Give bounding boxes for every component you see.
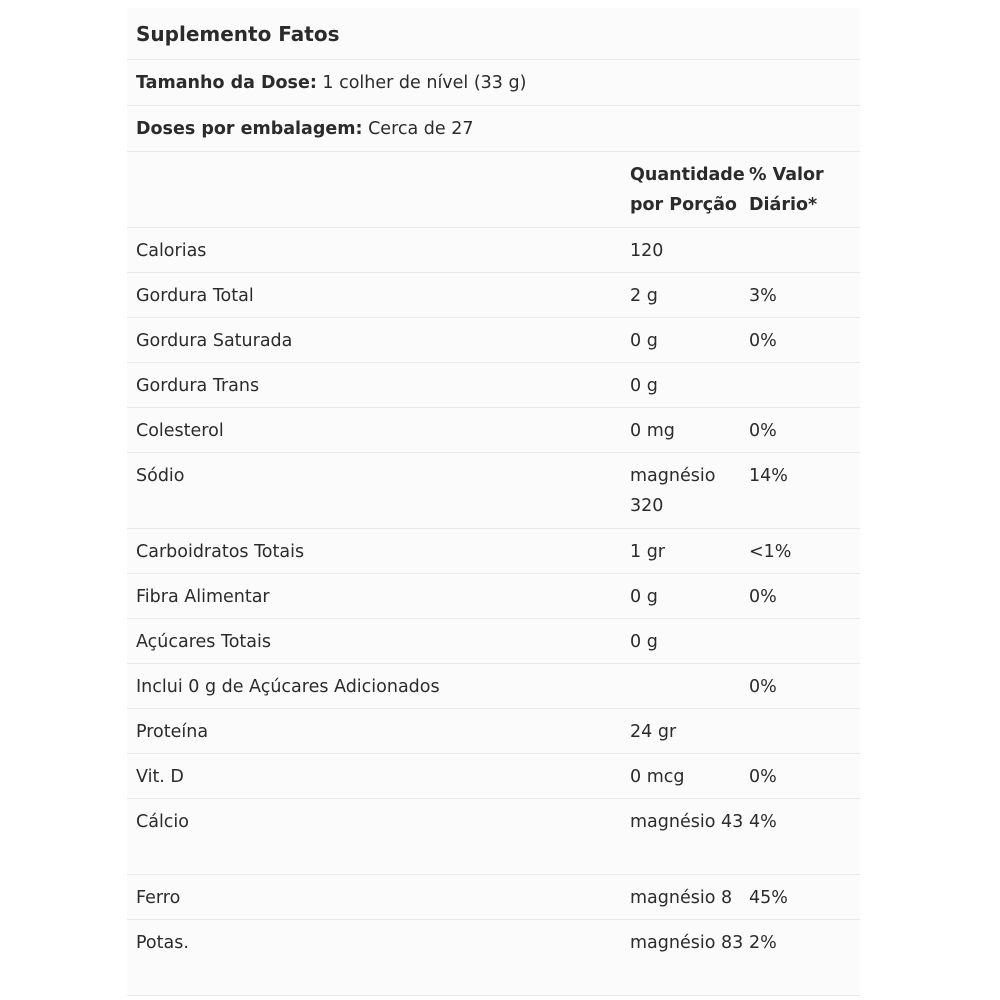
header-amount-cell <box>629 160 749 227</box>
supplement-facts-table <box>127 8 860 996</box>
table-row <box>127 273 860 318</box>
nutrient-name: Fibra Alimentar <box>136 587 270 607</box>
nutrient-name: Gordura Trans <box>136 376 260 396</box>
table-row <box>127 228 860 273</box>
nutrient-name: Gordura Total <box>136 286 254 306</box>
table-row <box>127 799 860 875</box>
nutrient-dv <box>749 627 860 663</box>
table-row <box>127 664 860 709</box>
table-row <box>127 754 860 799</box>
nutrient-amount: 24 gr <box>630 722 677 742</box>
table-title <box>127 8 860 60</box>
nutrient-amount: 0 g <box>630 587 658 607</box>
nutrient-amount: 0 g <box>630 632 658 652</box>
nutrient-dv: 0% <box>749 421 777 441</box>
title-text: Suplemento Fatos <box>136 21 340 46</box>
servings-per-container-value: Cerca de 27 <box>368 119 474 139</box>
nutrient-name: Proteína <box>136 722 209 742</box>
nutrient-amount: 0 g <box>630 331 658 351</box>
nutrient-name: Açúcares Totais <box>136 632 271 652</box>
nutrient-name: Cálcio <box>136 812 189 832</box>
nutrient-dv: 2% <box>749 933 777 953</box>
table-row <box>127 574 860 619</box>
table-row <box>127 453 860 529</box>
servings-per-container-row <box>127 106 860 152</box>
nutrient-name: Ferro <box>136 888 181 908</box>
nutrient-dv: 45% <box>749 888 788 908</box>
nutrient-dv: 0% <box>749 767 777 787</box>
header-dv-cell <box>749 160 860 227</box>
header-name-cell <box>127 160 629 227</box>
nutrient-dv <box>749 371 860 407</box>
nutrient-dv: 0% <box>749 677 777 697</box>
nutrient-dv: 3% <box>749 286 777 306</box>
nutrient-name: Gordura Saturada <box>136 331 293 351</box>
nutrient-dv: <1% <box>749 542 792 562</box>
nutrient-dv <box>749 717 860 753</box>
nutrient-amount: 0 mcg <box>630 767 685 787</box>
nutrient-dv: 0% <box>749 587 777 607</box>
column-header-row <box>127 152 860 228</box>
header-dv-line2: Diário* <box>749 195 818 215</box>
header-amount-line2: por Porção <box>630 195 737 215</box>
header-dv-line1: % Valor <box>749 165 824 185</box>
nutrient-name: Inclui 0 g de Açúcares Adicionados <box>136 677 440 697</box>
nutrient-dv: 14% <box>749 466 788 486</box>
header-amount-line1: Quantidade <box>630 165 745 185</box>
table-row <box>127 920 860 996</box>
table-row <box>127 408 860 453</box>
nutrient-amount: magnésio 8 <box>630 888 733 908</box>
nutrient-amount: magnésio 320 <box>630 466 716 516</box>
servings-per-container-label: Doses por embalagem: <box>136 119 363 139</box>
nutrient-amount: 1 gr <box>630 542 665 562</box>
nutrient-name: Vit. D <box>136 767 184 787</box>
serving-size-value: 1 colher de nível (33 g) <box>322 73 527 93</box>
nutrient-dv: 4% <box>749 812 777 832</box>
table-row <box>127 875 860 920</box>
nutrient-amount <box>629 672 749 708</box>
nutrient-name: Carboidratos Totais <box>136 542 305 562</box>
nutrient-name: Calorias <box>136 241 207 261</box>
table-row <box>127 318 860 363</box>
nutrient-amount: 0 mg <box>630 421 675 441</box>
table-row <box>127 619 860 664</box>
table-row <box>127 363 860 408</box>
serving-size-label: Tamanho da Dose: <box>136 73 317 93</box>
nutrient-amount: 2 g <box>630 286 658 306</box>
nutrient-name: Sódio <box>136 466 185 486</box>
nutrient-name: Potas. <box>136 933 189 953</box>
nutrient-amount: 0 g <box>630 376 658 396</box>
nutrient-amount: magnésio 83 <box>630 933 744 953</box>
nutrient-dv: 0% <box>749 331 777 351</box>
table-row <box>127 529 860 574</box>
table-row <box>127 709 860 754</box>
nutrient-amount: magnésio 43 <box>630 812 744 832</box>
nutrient-name: Colesterol <box>136 421 224 441</box>
serving-size-row <box>127 60 860 106</box>
nutrient-dv <box>749 236 860 272</box>
nutrient-amount: 120 <box>630 241 664 261</box>
